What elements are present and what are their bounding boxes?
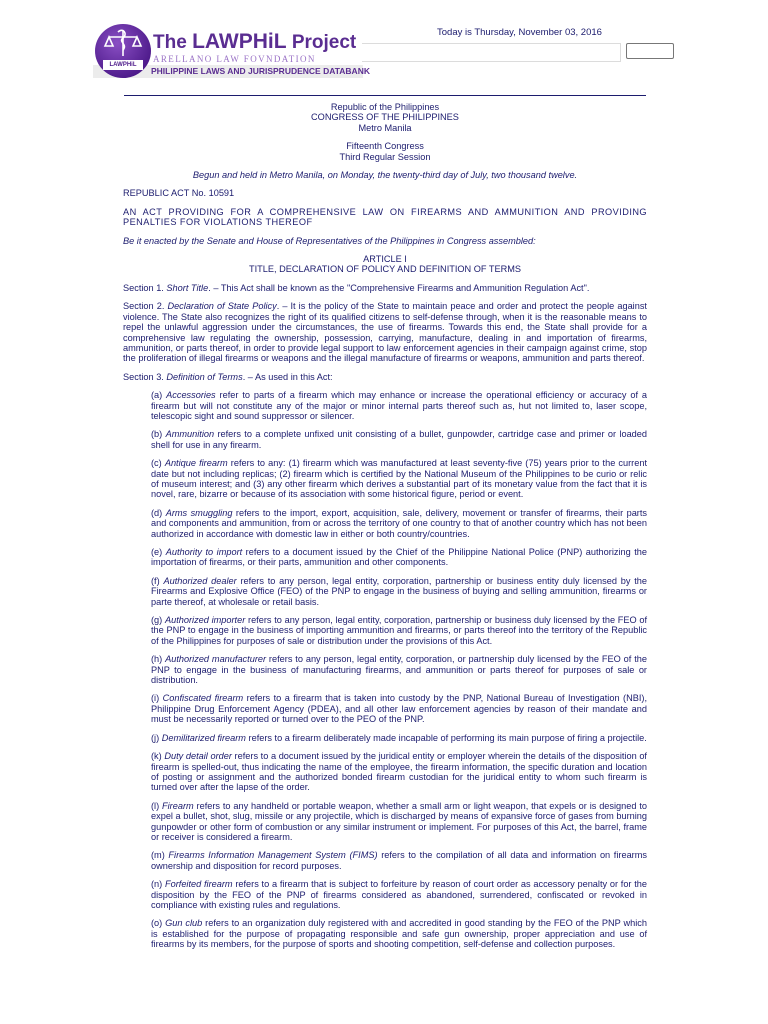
section-2 — [123, 301, 647, 363]
definition-term: Ammunition — [165, 429, 215, 440]
definition-f — [151, 576, 647, 607]
heading-congress-number: Fifteenth Congress — [346, 141, 424, 152]
begun-statement — [123, 170, 647, 180]
definition-term: Authorized dealer — [163, 575, 237, 586]
logo-subtitle: ARELLANO LAW FOVNDATION — [153, 54, 316, 64]
definition-letter: (j) — [151, 732, 162, 743]
definition-term: Firearms Information Management System (FIMS) — [168, 850, 378, 861]
lawphil-logo[interactable] — [93, 24, 370, 80]
definition-a — [151, 390, 647, 421]
logo-tagline: PHILIPPINE LAWS AND JURISPRUDENCE DATABANK — [151, 66, 370, 76]
section-text: . – As used in this Act: — [242, 371, 333, 382]
header-divider — [124, 95, 646, 96]
section-label: Section 1. — [123, 282, 167, 293]
definition-term: Antique firearm — [164, 458, 228, 469]
definition-letter: (c) — [151, 458, 165, 469]
definition-letter: (n) — [151, 879, 165, 890]
search-input[interactable] — [362, 43, 621, 62]
definition-text: refers to any: (1) firearm which was manufactured at least seventy-five (75) years prior to the current date but not including replicas; (2) firearm which is certified by the National Museum of the Philippines to be curio or relic of museum interest; and (3) any other firearm which derives a substantial part of its monetary value from the fact that it is novel, rare, bizarre or because of its association with some historical figure, period or event. — [151, 458, 647, 500]
definition-text: refers to a document issued by the juridical entity or employer wherein the details of the disposition of firearm is spelled-out, thus indicating the name of the employee, the firearm information, the specific duration and location of posting or assignment and the authorized bonded firearm custodian for the juridical entity to whom such firearm is turned over after the lapse of the order. — [151, 751, 647, 793]
definition-o — [151, 918, 647, 949]
current-date: Today is Thursday, November 03, 2016 — [437, 27, 602, 38]
section-1 — [123, 283, 647, 293]
definition-text: refers to a complete unfixed unit consisting of a bullet, gunpowder, cartridge case and primer or loaded shell for use in any firearm. — [151, 429, 648, 450]
act-number: REPUBLIC ACT No. 10591 — [123, 188, 235, 199]
definition-letter: (l) — [151, 800, 163, 811]
definition-k — [151, 751, 647, 793]
definition-term: Authorized manufacturer — [165, 654, 267, 665]
definition-m — [151, 850, 647, 871]
begun-text: Begun and held in Metro Manila, on Monday, the twenty-third day of July, two thousand twelve. — [192, 170, 578, 181]
enacting-clause — [123, 236, 647, 246]
definition-h — [151, 654, 647, 685]
definition-term: Demilitarized firearm — [161, 732, 246, 743]
logo-title-suffix: Project — [286, 32, 357, 53]
definition-term: Authority to import — [165, 547, 243, 557]
section-3 — [123, 372, 647, 382]
article-heading — [123, 254, 647, 275]
scales-of-justice-icon — [95, 24, 151, 78]
definition-text: refer to parts of a firearm which may enhance or increase the operational efficiency or accuracy of a firearm but will not constitute any of the major or minor internal parts thereof such as, hut not limited to, laser scope, telescopic sight and sound suppressor or silencer. — [151, 390, 647, 421]
definition-e — [151, 547, 647, 568]
act-title: AN ACT PROVIDING FOR A COMPREHENSIVE LAW ON FIREARMS AND AMMUNITION AND PROVIDING PENALTIES FOR VIOLATIONS THEREOF — [123, 206, 647, 228]
document-heading — [123, 102, 647, 133]
article-title: TITLE, DECLARATION OF POLICY AND DEFINITION OF TERMS — [248, 264, 522, 275]
definition-text: refers to any person, legal entity, corporation, or partnership duly licensed by the FEO of the PNP to engage in the business of manufacturing firearms, and ammunition or parts thereof for purposes of sale or distribution. — [151, 654, 647, 686]
section-label: Section 3. — [123, 371, 167, 382]
definition-letter: (k) — [151, 751, 165, 762]
definition-text: refers to a document issued by the Chief of the Philippine National Police (PNP) authorizing the importation of firearms, or their parts, ammunition and other components. — [151, 547, 647, 568]
section-text: . – It is the policy of the State to maintain peace and order and protect the people against violence. The State also recognizes the right of its qualified citizens to self-defense through, when it is the reasonable means to repel the unlawful aggression under the circumstances, the use of firearms. Towards this end, the State shall provide for a comprehensive law regulating the ownership, possession, carrying, manufacture, dealing in and importation of firearms, ammunition, or parts thereof, in order to provide legal support to law enforcement agencies in their campaign against crime, stop the proliferation of illegal firearms or weapons and the illegal manufacture of firearms or weapons, ammunition and parts thereof. — [123, 301, 647, 364]
definition-letter: (h) — [151, 654, 166, 665]
logo-title-main: LAWPHiL — [192, 30, 287, 53]
definition-letter: (a) — [151, 390, 167, 401]
definition-term: Confiscated firearm — [162, 693, 244, 704]
definition-letter: (o) — [151, 918, 166, 929]
definition-term: Firearm — [162, 800, 194, 811]
definition-text: refers to the import, export, acquisition, sale, delivery, movement or transfer of firearms, their parts and components and ammunition, from or across the territory of one country to that of another country which has not been authorized in accordance with domestic law in either or both country/countries. — [151, 507, 648, 539]
definition-letter: (i) — [151, 693, 163, 704]
article-number: ARTICLE I — [363, 254, 407, 265]
definition-text: refers to any person, legal entity, corporation, partnership or business duly licensed by the FEO of the PNP to engage in the business of importing ammunition and firearms, or parts thereof into the territory of the Republic of the Philippines for purposes of sale or distribution under the provisions of this Act. — [151, 615, 648, 646]
definition-n — [151, 879, 647, 910]
logo-title — [153, 30, 356, 54]
definition-text: refers to an organization duly registered with and accredited in good standing by the FEO of the PNP which is established for the purpose of propagating responsible and safe gun ownership, proper appreciation and use of firearms by its members, for the purpose of sports and shooting competition, self-defense and collection purposes. — [151, 918, 648, 950]
definition-term: Authorized importer — [164, 615, 246, 626]
definition-text: refers to any person, legal entity, corporation, partnership or business entity duly licensed by the Firearms and Explosive Office (FEO) of the PNP to engage in the business of buying and selling ammunition, firearms or parte thereof, at wholesale or retail basis. — [151, 575, 647, 607]
definition-letter: (m) — [151, 850, 169, 861]
heading-location: Metro Manila — [358, 122, 412, 133]
definition-text: refers to the compilation of all data and information on firearms ownership and disposition for record purposes. — [151, 850, 647, 871]
definition-letter: (d) — [151, 507, 166, 518]
session-heading — [123, 141, 647, 162]
definition-g — [151, 615, 647, 646]
section-title: Short Title — [166, 282, 209, 293]
definition-text: refers to any handheld or portable weapon, whether a small arm or light weapon, that expels or is designed to expel a bullet, shot, slug, missile or any projectile, which is discharged by means of expansive force of gases from burning gunpowder or other form of combustion or any similar instrument or implement. For purposes of this Act, the barrel, frame or receiver is considered a firearm. — [151, 800, 647, 842]
section-title: Declaration of State Policy — [167, 301, 277, 312]
definition-d — [151, 508, 647, 539]
definition-c — [151, 458, 647, 500]
definition-term: Forfeited firearm — [164, 879, 233, 890]
logo-badge: LAWPHiL — [103, 60, 143, 70]
definition-i — [151, 693, 647, 724]
heading-congress: CONGRESS OF THE PHILIPPINES — [311, 112, 459, 123]
definition-term: Arms smuggling — [165, 507, 233, 518]
definition-term: Accessories — [166, 390, 216, 401]
definition-l — [151, 801, 647, 843]
logo-title-prefix: The — [153, 32, 193, 53]
search-button[interactable] — [626, 43, 674, 59]
definition-text: refers to a firearm deliberately made incapable of performing its main purpose of firing a projectile. — [245, 732, 647, 743]
definitions-list — [151, 390, 647, 949]
definition-letter: (g) — [151, 615, 165, 626]
document-body — [123, 102, 647, 958]
definition-letter: (f) — [151, 575, 164, 586]
definition-text: refers to a firearm that is taken into custody by the PNP, National Bureau of Investigation (NBI), Philippine Drug Enforcement Agency (PDEA), and all other law enforcement agencies by reason of their mandate and must be necessarily reported or turned over to the PEO of the PNP. — [151, 693, 648, 725]
enacting-text: Be it enacted by the Senate and House of Representatives of the Philippines in Congress assembled: — [123, 235, 536, 246]
section-text: . – This Act shall be known as the "Comprehensive Firearms and Ammunition Regulation Act". — [208, 282, 590, 293]
section-title: Definition of Terms — [166, 371, 243, 382]
site-header — [0, 0, 768, 90]
definition-j — [151, 733, 647, 743]
definition-term: Duty detail order — [164, 751, 232, 762]
definition-letter: (b) — [151, 429, 166, 440]
definition-term: Gun club — [165, 918, 203, 929]
definition-letter: (e) — [151, 547, 166, 557]
definition-b — [151, 429, 647, 450]
heading-session: Third Regular Session — [339, 151, 431, 162]
heading-republic: Republic of the Philippines — [330, 102, 440, 112]
definition-text: refers to a firearm that is subject to forfeiture by reason of court order as accessory penalty or for the disposition by the FEO of the PNP of firearms considered as abandoned, surrendered, confiscated or revoked in compliance with existing rules and regulations. — [151, 879, 648, 910]
section-label: Section 2. — [123, 301, 168, 312]
